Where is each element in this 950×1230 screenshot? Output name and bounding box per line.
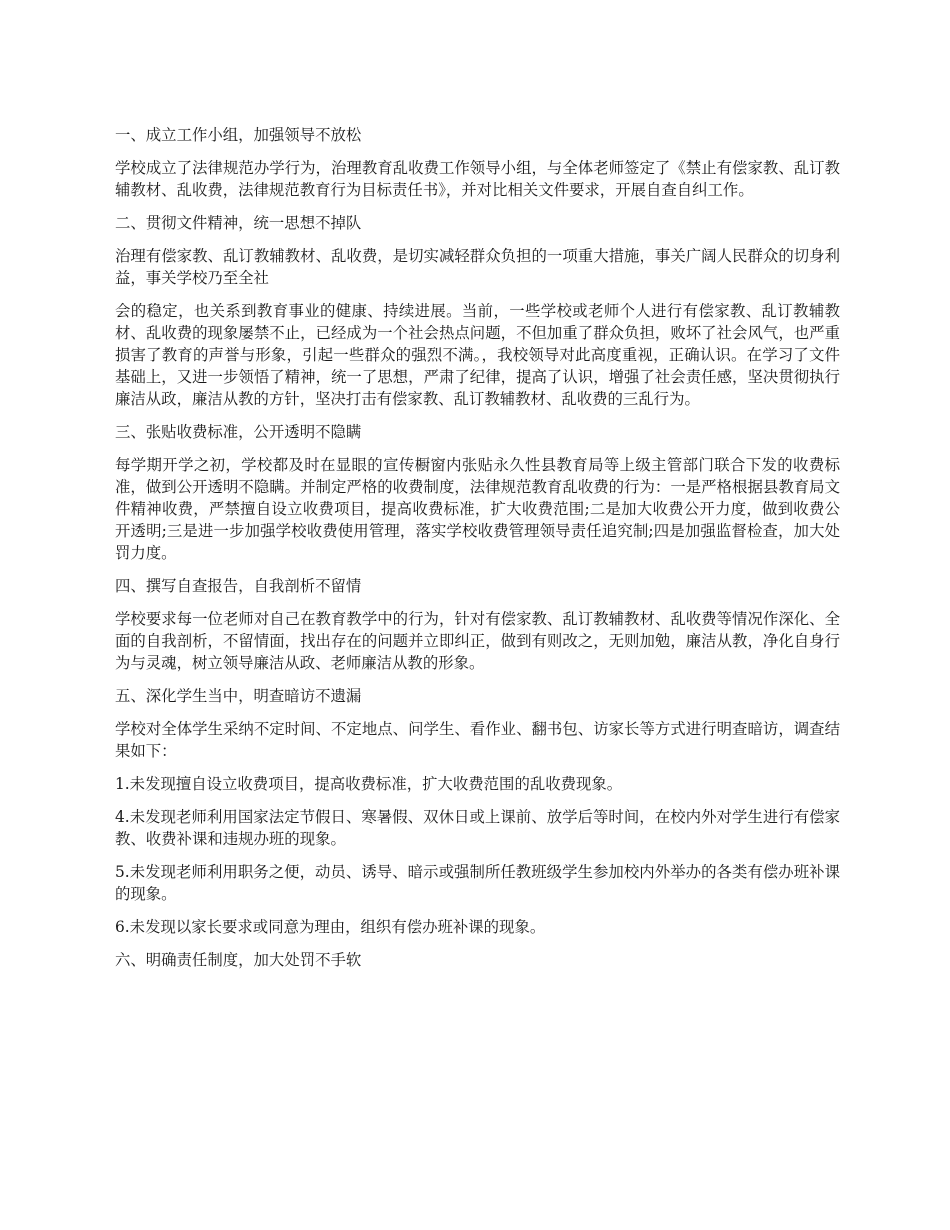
section-heading-4: 四、撰写自查报告，自我剖析不留情 — [115, 577, 362, 595]
finding-item: 6.未发现以家长要求或同意为理由，组织有偿办班补课的现象。 — [115, 918, 546, 936]
document-body — [115, 124, 840, 982]
paragraph: 学校成立了法律规范办学行为，治理教育乱收费工作领导小组，与全体老师签定了《禁止有偿家教、乱订教辅教材、乱收费，法律规范教育行为目标责任书》，并对比相关文件要求，开展自查自纠工作。 — [115, 159, 840, 199]
paragraph: 学校对全体学生采纳不定时间、不定地点、问学生、看作业、翻书包、访家长等方式进行明查暗访，调查结果如下： — [115, 720, 840, 760]
section-heading-6: 六、明确责任制度，加大处罚不手软 — [115, 951, 362, 969]
section-heading-2: 二、贯彻文件精神，统一思想不掉队 — [115, 214, 362, 232]
finding-item: 4.未发现老师利用国家法定节假日、寒暑假、双休日或上课前、放学后等时间，在校内外对学生进行有偿家教、收费补课和违规办班的现象。 — [115, 808, 840, 848]
section-heading-3: 三、张贴收费标准，公开透明不隐瞒 — [115, 423, 362, 441]
finding-item: 1.未发现擅自设立收费项目，提高收费标准，扩大收费范围的乱收费现象。 — [115, 775, 623, 793]
paragraph: 每学期开学之初，学校都及时在显眼的宣传橱窗内张贴永久性县教育局等上级主管部门联合下发的收费标准，做到公开透明不隐瞒。并制定严格的收费制度，法律规范教育乱收费的行为：一是严格根据县教育局文件精神收费，严禁擅自设立收费项目，提高收费标准，扩大收费范围;二是加大收费公开力度，做到收费公开透明;三是进一步加强学校收费使用管理，落实学校收费管理领导责任追究制;四是加强监督检查，加大处罚力度。 — [115, 456, 840, 562]
paragraph: 治理有偿家教、乱订教辅教材、乱收费，是切实减轻群众负担的一项重大措施，事关广阔人民群众的切身利益，事关学校乃至全社 — [115, 247, 840, 287]
section-heading-1: 一、成立工作小组，加强领导不放松 — [115, 126, 362, 144]
section-heading-5: 五、深化学生当中，明查暗访不遗漏 — [115, 687, 362, 705]
paragraph: 学校要求每一位老师对自己在教育教学中的行为，针对有偿家教、乱订教辅教材、乱收费等情况作深化、全面的自我剖析，不留情面，找出存在的问题并立即纠正，做到有则改之，无则加勉，廉洁从教，净化自身行为与灵魂，树立领导廉洁从政、老师廉洁从教的形象。 — [115, 610, 840, 672]
finding-item: 5.未发现老师利用职务之便，动员、诱导、暗示或强制所任教班级学生参加校内外举办的各类有偿办班补课的现象。 — [115, 863, 840, 903]
paragraph: 会的稳定，也关系到教育事业的健康、持续进展。当前，一些学校或老师个人进行有偿家教、乱订教辅教材、乱收费的现象屡禁不止，已经成为一个社会热点问题，不但加重了群众负担，败坏了社会风气，也严重损害了教育的声誉与形象，引起一些群众的强烈不满。，我校领导对此高度重视，正确认识。在学习了文件基础上，又进一步领悟了精神，统一了思想，严肃了纪律，提高了认识，增强了社会责任感，坚决贯彻执行廉洁从政，廉洁从教的方针，坚决打击有偿家教、乱订教辅教材、乱收费的三乱行为。 — [115, 302, 840, 408]
